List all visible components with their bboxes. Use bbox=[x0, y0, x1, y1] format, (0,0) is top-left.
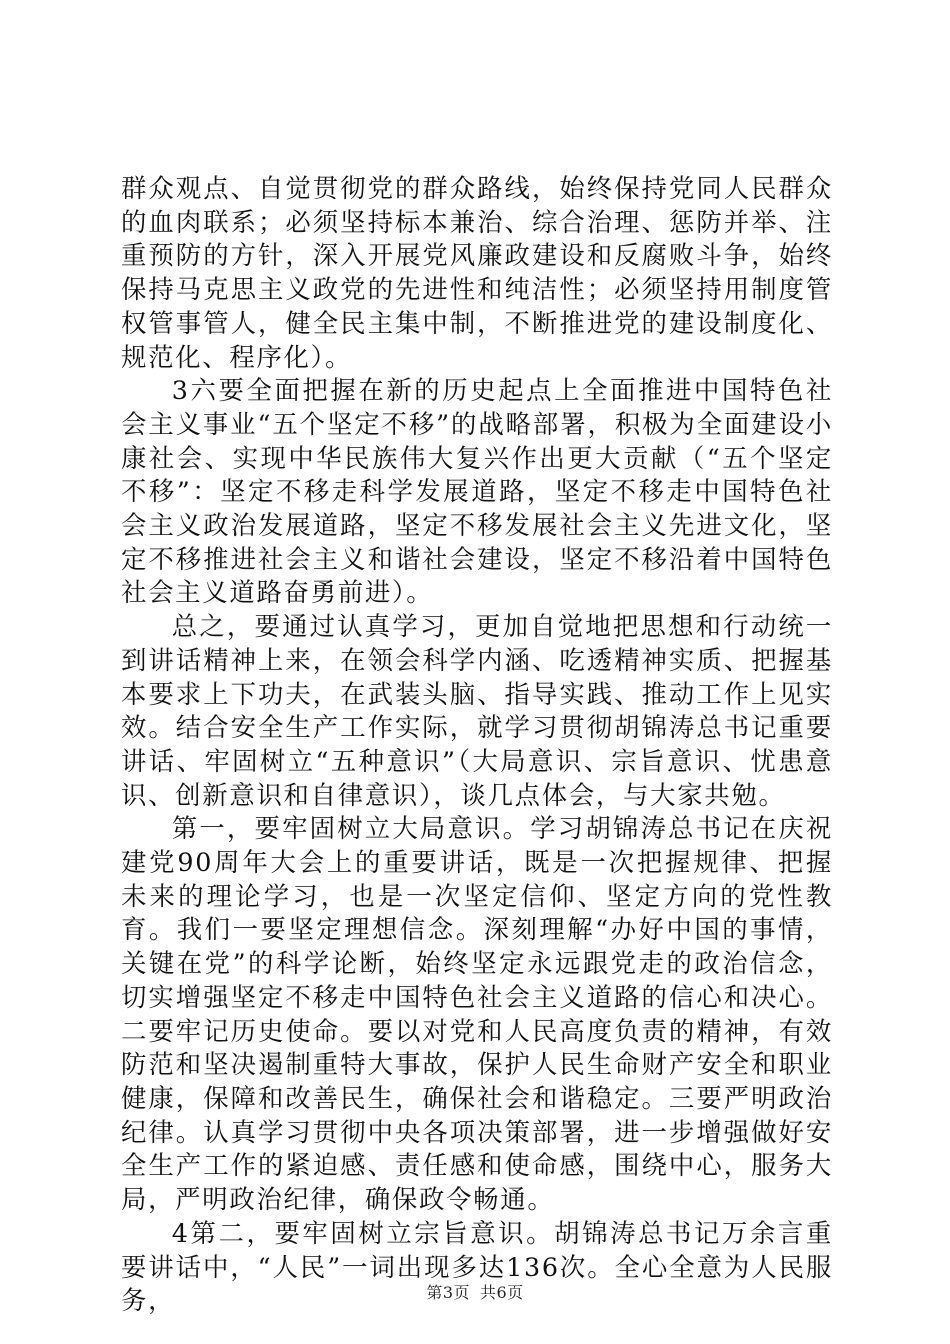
paragraph-summary: 总之，要通过认真学习，更加自觉地把思想和行动统一到讲话精神上来，在领会科学内涵、吃透精神实质、把握基本要求上下功夫，在武装头脑、指导实践、推动工作上见实效。结合安全生产工作实际，就学习贯彻胡锦涛总书记重要讲话、牢固树立“五种意识”（大局意识、宗旨意识、忧患意识、创新意识和自律意识），谈几点体会，与大家共勉。 bbox=[121, 611, 833, 810]
paragraph-continuation: 群众观点、自觉贯彻党的群众路线，始终保持党同人民群众的血肉联系；必须坚持标本兼治、综合治理、惩防并举、注重预防的方针，深入开展党风廉政建设和反腐败斗争，始终保持马克思主义政党的先进性和纯洁性；必须坚持用制度管权管事管人，健全民主集中制，不断推进党的建设制度化、规范化、程序化）。 bbox=[121, 173, 833, 372]
paragraph-second-point: 4第二，要牢固树立宗旨意识。胡锦涛总书记万余言重要讲话中，“人民”一词出现多达136次。全心全意为人民服务， bbox=[121, 1217, 833, 1316]
page-number: 第3页 bbox=[426, 1283, 470, 1302]
page-footer bbox=[0, 1280, 950, 1303]
paragraph-first-point: 第一，要牢固树立大局意识。学习胡锦涛总书记在庆祝建党90周年大会上的重要讲话，既是一次把握规律、把握未来的理论学习，也是一次坚定信仰、坚定方向的党性教育。我们一要坚定理想信念。深刻理解“办好中国的事情，关键在党”的科学论断，始终坚定永远跟党走的政治信念，切实增强坚定不移走中国特色社会主义道路的信心和决心。二要牢记历史使命。要以对党和人民高度负责的精神，有效防范和坚决遏制重特大事故，保护人民生命财产安全和职业健康，保障和改善民生，确保社会和谐稳定。三要严明政治纪律。认真学习贯彻中央各项决策部署，进一步增强做好安全生产工作的紧迫感、责任感和使命感，围绕中心，服务大局，严明政治纪律，确保政令畅通。 bbox=[121, 813, 833, 1215]
document-body bbox=[121, 172, 833, 1318]
page-total: 共6页 bbox=[480, 1283, 524, 1302]
paragraph-six-requirements: 3六要全面把握在新的历史起点上全面推进中国特色社会主义事业“五个坚定不移”的战略部署，积极为全面建设小康社会、实现中华民族伟大复兴作出更大贡献（“五个坚定不移”：坚定不移走科学发展道路，坚定不移走中国特色社会主义政治发展道路，坚定不移发展社会主义先进文化，坚定不移推进社会主义和谐社会建设，坚定不移沿着中国特色社会主义道路奋勇前进）。 bbox=[121, 375, 833, 608]
